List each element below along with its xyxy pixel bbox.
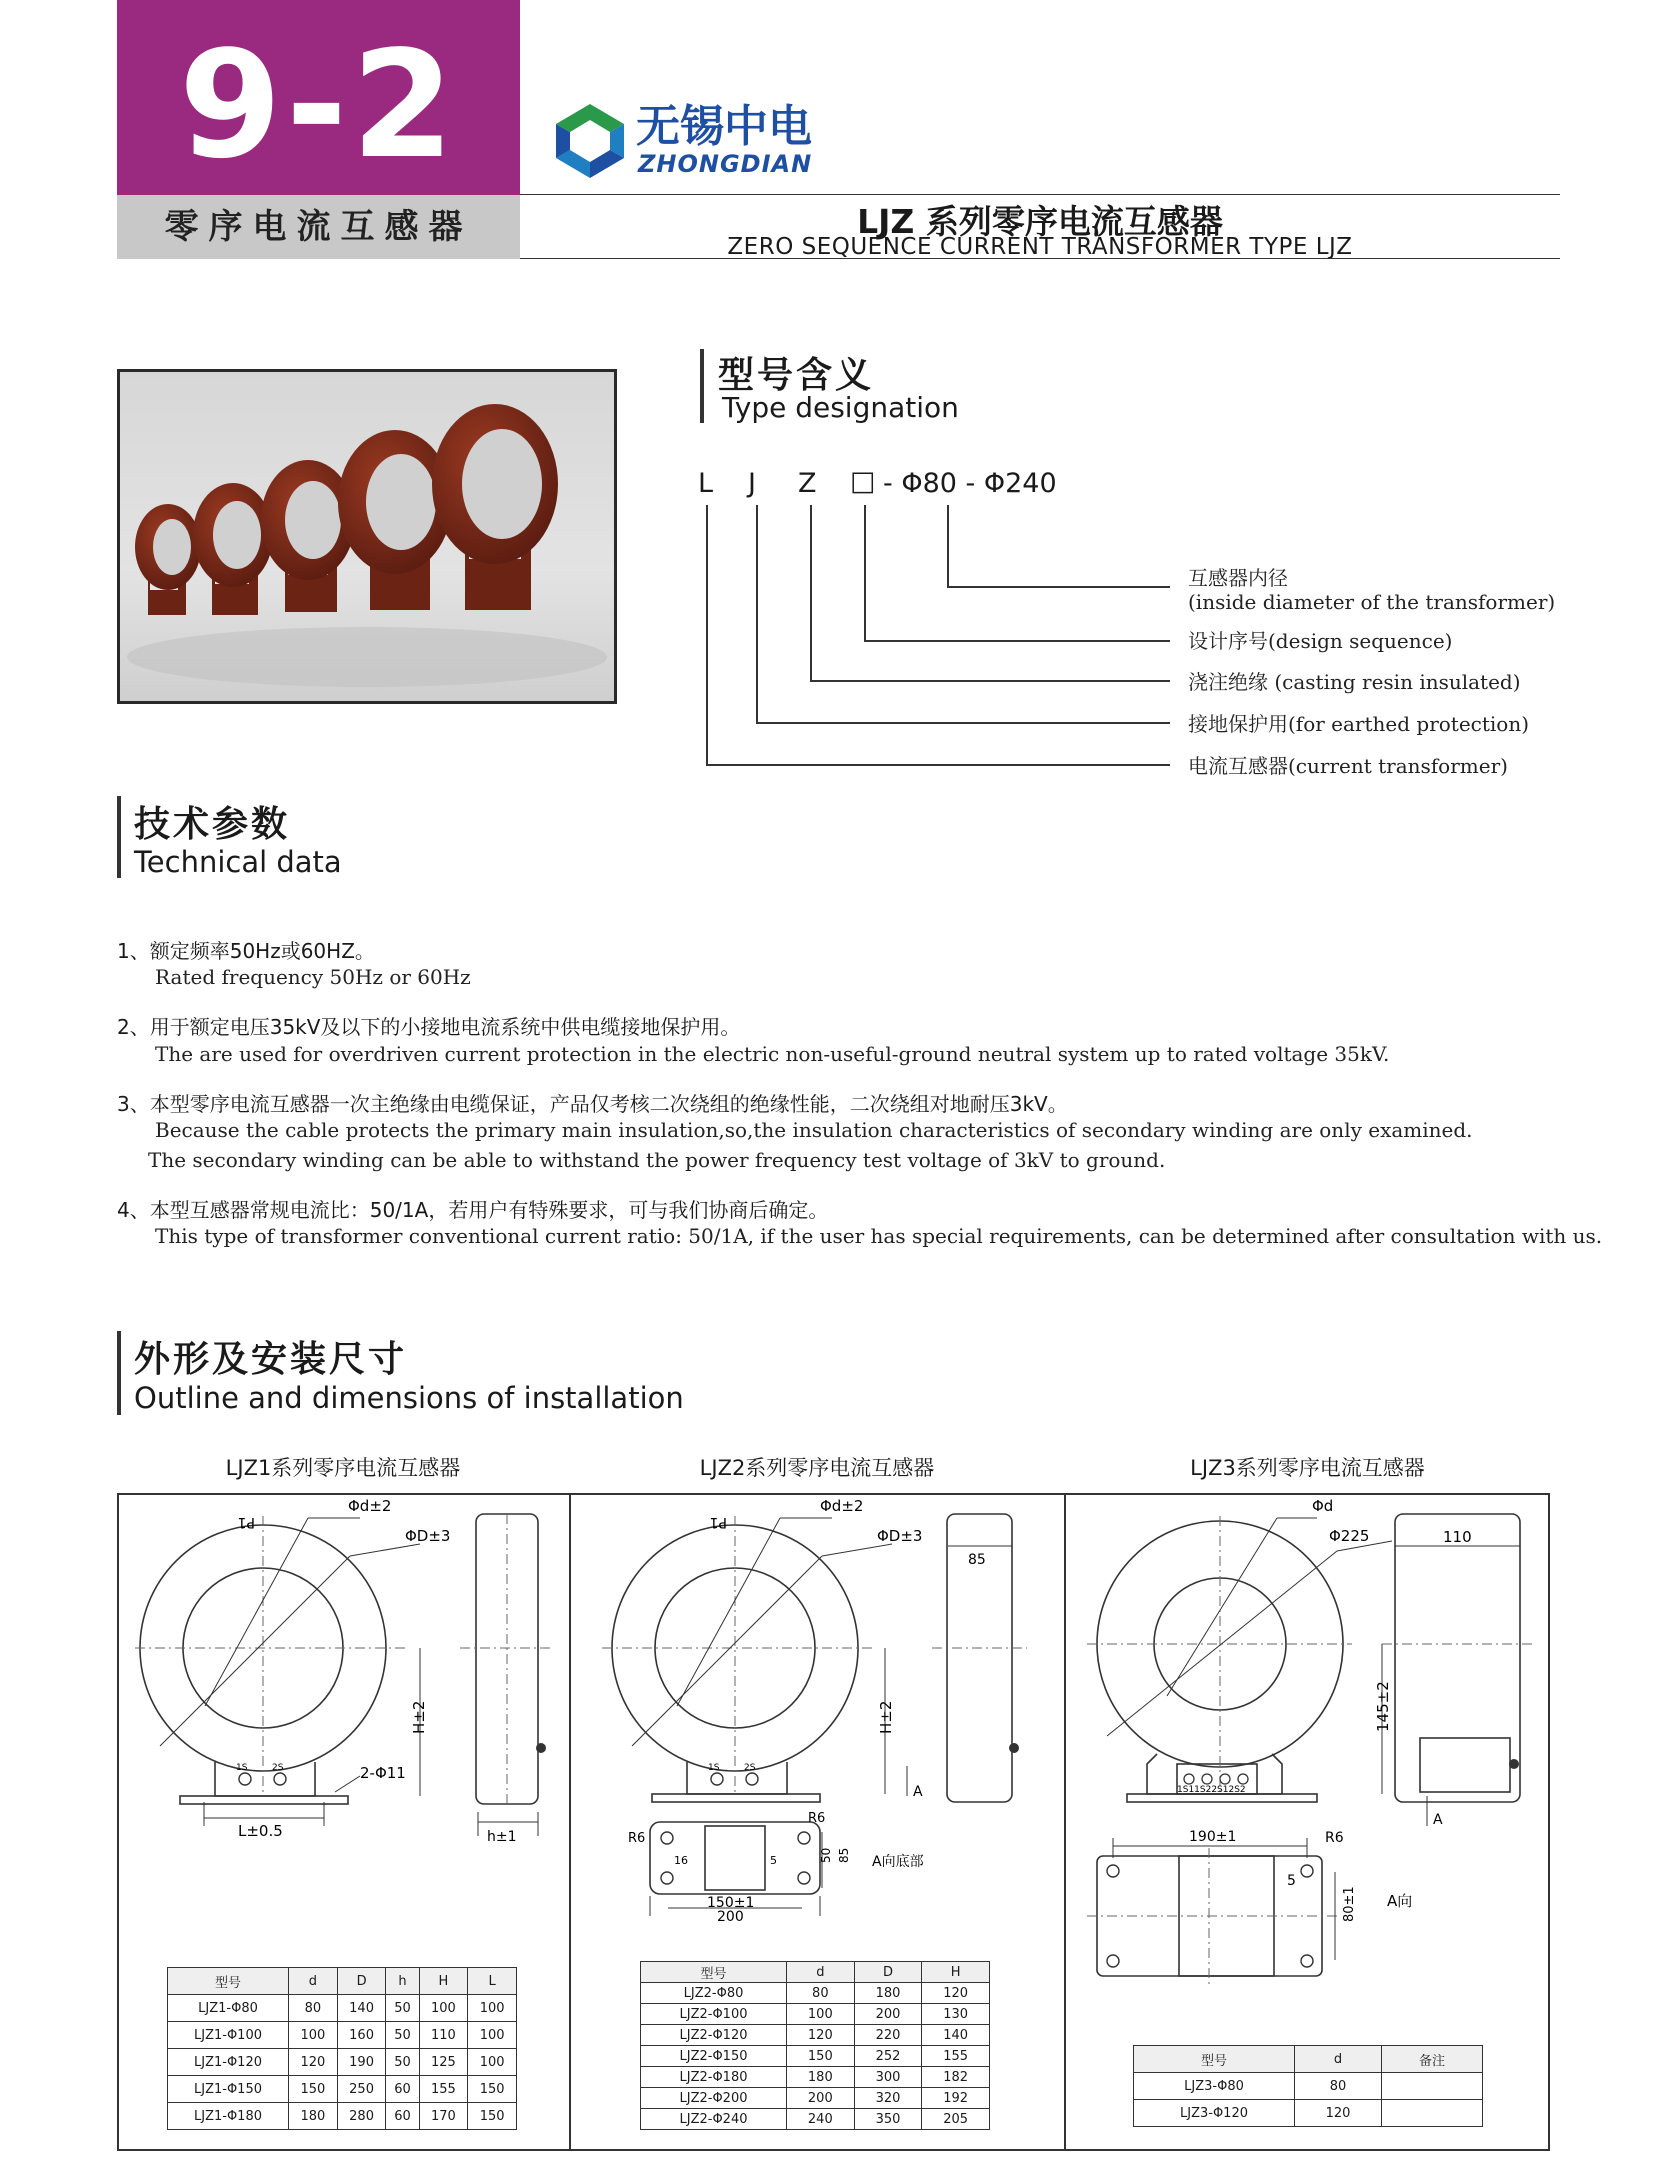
code-letter-j: J xyxy=(748,468,756,499)
ljz3-110-label: 110 xyxy=(1443,1528,1472,1546)
technical-heading-en: Technical data xyxy=(134,845,342,879)
ljz2-5-label: 5 xyxy=(770,1854,777,1867)
tech-item-2-cn: 2、用于额定电压35kV及以下的小接地电流系统中供电缆接地保护用。 xyxy=(117,1015,741,1039)
table-row: LJZ2-Φ120 120 220 140 xyxy=(641,2025,990,2046)
ljz2-view-label: A向底部 xyxy=(872,1854,924,1870)
ljz1-drawing xyxy=(120,1496,568,1966)
label-earthed-protection: 接地保护用(for earthed protection) xyxy=(1188,712,1530,736)
ljz2-r6-right: R6 xyxy=(808,1811,826,1826)
ljz1-p1-label: P1 xyxy=(237,1514,255,1530)
table-row: LJZ2-Φ180 180 300 182 xyxy=(641,2067,990,2088)
tech-item-2-en: The are used for overdriven current protection in the electric non-useful-ground neutral system up to rated voltage 35kV. xyxy=(155,1042,1390,1066)
ljz2-1s-label: 1S xyxy=(708,1763,720,1773)
tech-item-4-cn: 4、本型互感器常规电流比：50/1A，若用户有特殊要求，可与我们协商后确定。 xyxy=(117,1198,829,1222)
section-number: 9-2 xyxy=(178,19,459,191)
brand-name-cn: 无锡中电 xyxy=(636,101,812,152)
page-title-cn: LJZ 系列零序电流互感器 xyxy=(857,202,1223,241)
ljz3-190-label: 190±1 xyxy=(1189,1829,1237,1845)
designation-heading-cn: 型号含义 xyxy=(718,355,875,396)
table-row: LJZ1-Φ120 120 190 50 125 100 xyxy=(168,2049,517,2076)
code-range: - Φ80 - Φ240 xyxy=(883,468,1057,499)
ljz3-title: LJZ3系列零序电流互感器 xyxy=(1190,1456,1425,1480)
ljz2-title: LJZ2系列零序电流互感器 xyxy=(699,1456,935,1480)
outline-heading-cn: 外形及安装尺寸 xyxy=(134,1339,408,1380)
ljz3-80-label: 80±1 xyxy=(1342,1886,1357,1922)
ljz2-r6-left: R6 xyxy=(628,1831,646,1846)
page-title-en: ZERO SEQUENCE CURRENT TRANSFORMER TYPE LJZ xyxy=(727,234,1353,260)
tech-item-3-en-1: Because the cable protects the primary main insulation,so,the insulation characteristics of secondary winding are only examined. xyxy=(155,1118,1473,1142)
ljz1-h-label: h±1 xyxy=(487,1829,517,1845)
table-row: LJZ2-Φ80 80 180 120 xyxy=(641,1983,990,2004)
ljz2-85-height-label: 85 xyxy=(837,1847,851,1863)
label-inside-diameter: 互感器内径 (inside diameter of the transformer) xyxy=(1188,566,1556,614)
table-row: LJZ1-Φ180 180 280 60 170 150 xyxy=(168,2103,517,2130)
zhongdian-logo-icon xyxy=(550,100,630,180)
ljz3-terminals-label: 1S11S22S12S2 xyxy=(1177,1785,1246,1795)
ljz3-A-label: A xyxy=(1433,1812,1443,1828)
ljz2-2s-label: 2S xyxy=(744,1763,756,1773)
tech-item-3-cn: 3、本型零序电流互感器一次主绝缘由电缆保证，产品仅考核二次绕组的绝缘性能，二次绕组对地耐压3kV。 xyxy=(117,1092,1068,1116)
label-design-sequence: 设计序号(design sequence) xyxy=(1188,629,1453,653)
ljz2-16-label: 16 xyxy=(674,1854,688,1867)
table-row: LJZ2-Φ200 200 320 192 xyxy=(641,2088,990,2109)
designation-heading-bar xyxy=(700,349,704,423)
table-header-row: 型号 d D H xyxy=(641,1962,990,1983)
label-casting-resin: 浇注绝缘 (casting resin insulated) xyxy=(1188,670,1521,694)
technical-heading-bar xyxy=(117,796,121,878)
table-row: LJZ3-Φ80 80 xyxy=(1134,2073,1483,2100)
tech-item-4-en: This type of transformer conventional current ratio: 50/1A, if the user has special requirements, can be determined after consultation with us. xyxy=(155,1224,1603,1248)
ljz2-150-label: 150±1 xyxy=(707,1895,755,1911)
product-photo xyxy=(117,369,617,704)
ljz2-50-label: 50 xyxy=(819,1847,833,1863)
ljz1-2s-label: 2S xyxy=(272,1763,284,1773)
table-header-row: 型号 d D h H L xyxy=(168,1968,517,1995)
ljz3-drawing xyxy=(1067,1496,1547,1996)
tech-item-1-cn: 1、额定频率50Hz或60HZ。 xyxy=(117,939,375,963)
ljz2-drawing xyxy=(572,1496,1062,1925)
section-title: 零序电流互感器 xyxy=(164,207,473,247)
table-row: LJZ1-Φ100 100 160 50 110 100 xyxy=(168,2022,517,2049)
ljz1-D-label: ΦD±3 xyxy=(405,1527,451,1545)
ljz3-R6-label: R6 xyxy=(1325,1830,1344,1846)
designation-heading-en: Type designation xyxy=(722,391,959,424)
ljz3-5-label: 5 xyxy=(1287,1873,1296,1889)
outline-heading-bar xyxy=(117,1331,121,1415)
ljz3-d-label: Φd xyxy=(1312,1497,1334,1515)
outline-heading-en: Outline and dimensions of installation xyxy=(134,1381,684,1415)
table-header-row: 型号 d 备注 xyxy=(1134,2046,1483,2073)
table-row: LJZ3-Φ120 120 xyxy=(1134,2100,1483,2127)
ljz2-d-label: Φd±2 xyxy=(820,1497,864,1515)
ljz2-200-label: 200 xyxy=(717,1909,744,1925)
ljz1-title: LJZ1系列零序电流互感器 xyxy=(225,1456,461,1480)
code-letter-z: Z xyxy=(798,468,817,499)
ljz2-D-label: ΦD±3 xyxy=(877,1527,923,1545)
table-row: LJZ1-Φ80 80 140 50 100 100 xyxy=(168,1995,517,2022)
ljz1-H-label: H±2 xyxy=(410,1700,428,1734)
column-divider-2 xyxy=(1064,1493,1066,2151)
ljz2-A-label: A xyxy=(913,1784,923,1800)
ljz2-85-label: 85 xyxy=(968,1552,986,1568)
ljz2-spec-table xyxy=(640,1961,990,2130)
technical-heading-cn: 技术参数 xyxy=(134,804,291,845)
tech-item-1-en: Rated frequency 50Hz or 60Hz xyxy=(155,965,471,989)
brand-name-en: ZHONGDIAN xyxy=(638,150,813,178)
ljz2-p1-label: P1 xyxy=(709,1514,727,1530)
ljz3-spec-table xyxy=(1133,2045,1483,2127)
ljz1-d-label: Φd±2 xyxy=(348,1497,392,1515)
table-row: LJZ2-Φ150 150 252 155 xyxy=(641,2046,990,2067)
table-row: LJZ2-Φ240 240 350 205 xyxy=(641,2109,990,2130)
tech-item-3-en-2: The secondary winding can be able to withstand the power frequency test voltage of 3kV to ground. xyxy=(148,1148,1166,1172)
ljz1-1s-label: 1S xyxy=(236,1763,248,1773)
ljz1-holes-label: 2-Φ11 xyxy=(360,1764,406,1782)
header-rule-top xyxy=(520,194,1560,195)
column-divider-1 xyxy=(569,1493,571,2151)
ljz3-view-label: A向 xyxy=(1387,1892,1413,1910)
ljz1-L-label: L±0.5 xyxy=(238,1822,283,1840)
header-rule-bottom xyxy=(520,258,1560,259)
table-row: LJZ1-Φ150 150 250 60 155 150 xyxy=(168,2076,517,2103)
designation-leader-lines xyxy=(700,505,1180,775)
label-current-transformer: 电流互感器(current transformer) xyxy=(1188,754,1508,778)
ljz2-H-label: H±2 xyxy=(877,1700,895,1734)
code-box: □ xyxy=(850,466,876,497)
code-letter-l: L xyxy=(698,468,714,499)
ljz3-D-label: Φ225 xyxy=(1329,1527,1370,1545)
table-row: LJZ2-Φ100 100 200 130 xyxy=(641,2004,990,2025)
ljz3-H-label: 145±2 xyxy=(1374,1681,1392,1732)
ljz1-spec-table xyxy=(167,1967,517,2130)
